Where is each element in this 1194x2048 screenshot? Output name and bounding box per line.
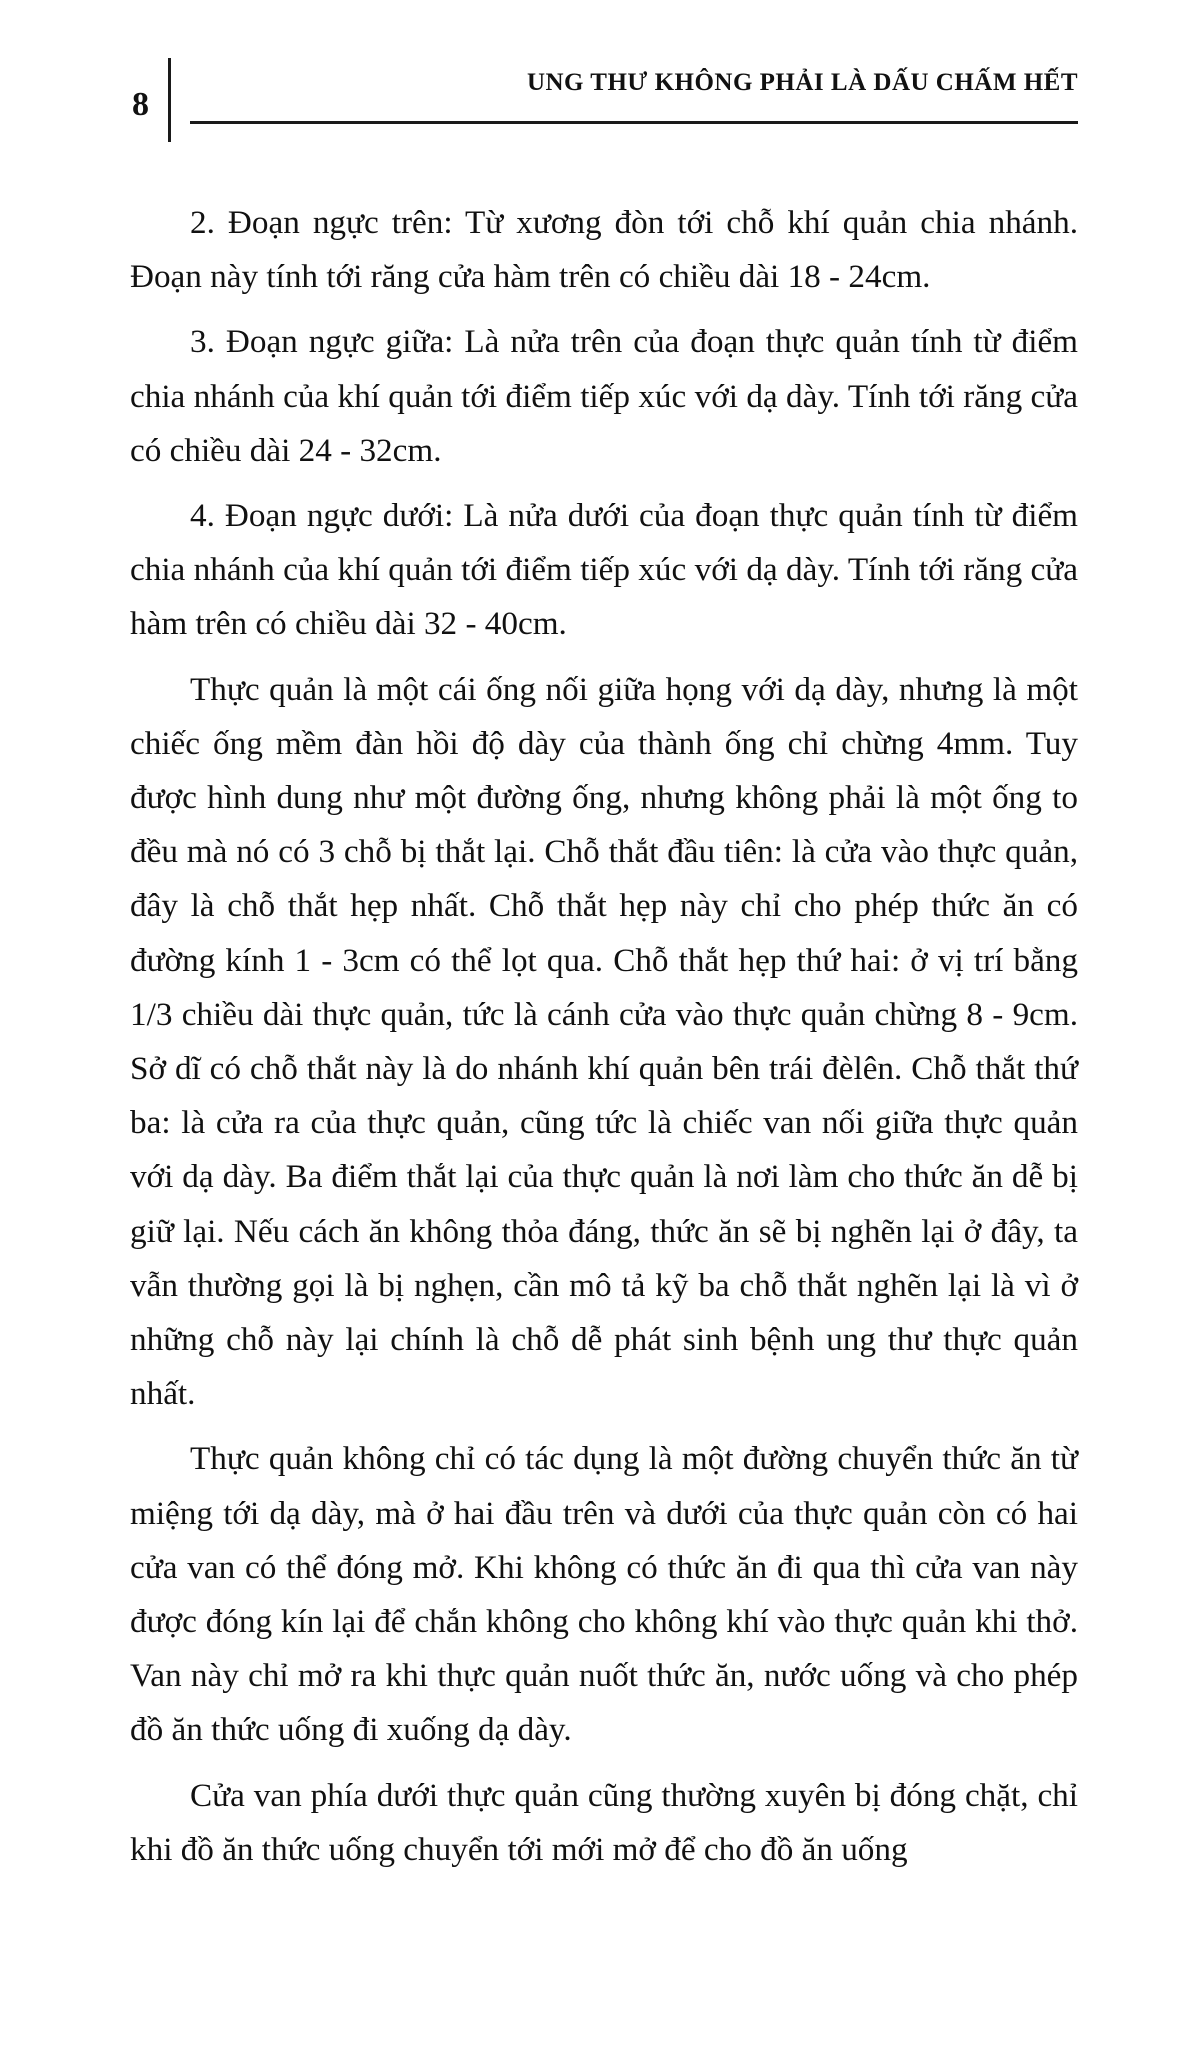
header-divider-vertical xyxy=(168,58,171,142)
paragraph: Cửa van phía dưới thực quản cũng thường xuyên bị đóng chặt, chỉ khi đồ ăn thức uống chuyển tới mới mở để cho đồ ăn uống xyxy=(130,1776,1078,1868)
header-rule xyxy=(190,121,1078,124)
running-title: UNG THƯ KHÔNG PHẢI LÀ DẤU CHẤM HẾT xyxy=(526,69,1078,96)
paragraph: Thực quản không chỉ có tác dụng là một đường chuyển thức ăn từ miệng tới dạ dày, mà ở hai đầu trên và dưới của thực quản còn có hai cửa van có thể đóng mở. Khi không có thức ăn đi qua thì cửa van này được đóng kín lại để chắn không cho không khí vào thực quản khi thở. Van này chỉ mở ra khi thực quản nuốt thức ăn, nước uống và cho phép đồ ăn thức uống đi xuống dạ dày. xyxy=(130,1440,1078,1749)
paragraph: 2. Đoạn ngực trên: Từ xương đòn tới chỗ khí quản chia nhánh. Đoạn này tính tới răng cửa hàm trên có chiều dài 18 - 24cm. xyxy=(130,204,1078,296)
paragraph: Thực quản là một cái ống nối giữa họng với dạ dày, nhưng là một chiếc ống mềm đàn hồi độ dày của thành ống chỉ chừng 4mm. Tuy được hình dung như một đường ống, nhưng không phải là một ống to đều mà nó có 3 chỗ bị thắt lại. Chỗ thắt đầu tiên: là cửa vào thực quản, đây là chỗ thắt hẹp nhất. Chỗ thắt hẹp này chỉ cho phép thức ăn có đường kính 1 - 3cm có thể lọt qua. Chỗ thắt hẹp thứ hai: ở vị trí bằng 1/3 chiều dài thực quản, tức là cánh cửa vào thực quản chừng 8 - 9cm. Sở dĩ có chỗ thắt này là do nhánh khí quản bên trái đèlên. Chỗ thắt thứ ba: là cửa ra của thực quản, cũng tức là chiếc van nối giữa thực quản với dạ dày. Ba điểm thắt lại của thực quản là nơi làm cho thức ăn dễ bị giữ lại. Nếu cách ăn không thỏa đáng, thức ăn sẽ bị nghẽn lại ở đây, ta vẫn thường gọi là bị nghẹn, cần mô tả kỹ ba chỗ thắt nghẽn lại là vì ở những chỗ này lại chính là chỗ dễ phát sinh bệnh ung thư thực quản nhất. xyxy=(130,670,1078,1413)
body-text xyxy=(130,196,1078,1888)
paragraph: 3. Đoạn ngực giữa: Là nửa trên của đoạn thực quản tính từ điểm chia nhánh của khí quản tới điểm tiếp xúc với dạ dày. Tính tới răng cửa có chiều dài 24 - 32cm. xyxy=(130,323,1078,469)
page-number: 8 xyxy=(132,86,149,123)
paragraph: 4. Đoạn ngực dưới: Là nửa dưới của đoạn thực quản tính từ điểm chia nhánh của khí quản tới điểm tiếp xúc với dạ dày. Tính tới răng cửa hàm trên có chiều dài 32 - 40cm. xyxy=(130,497,1078,643)
page-header xyxy=(0,0,1194,150)
